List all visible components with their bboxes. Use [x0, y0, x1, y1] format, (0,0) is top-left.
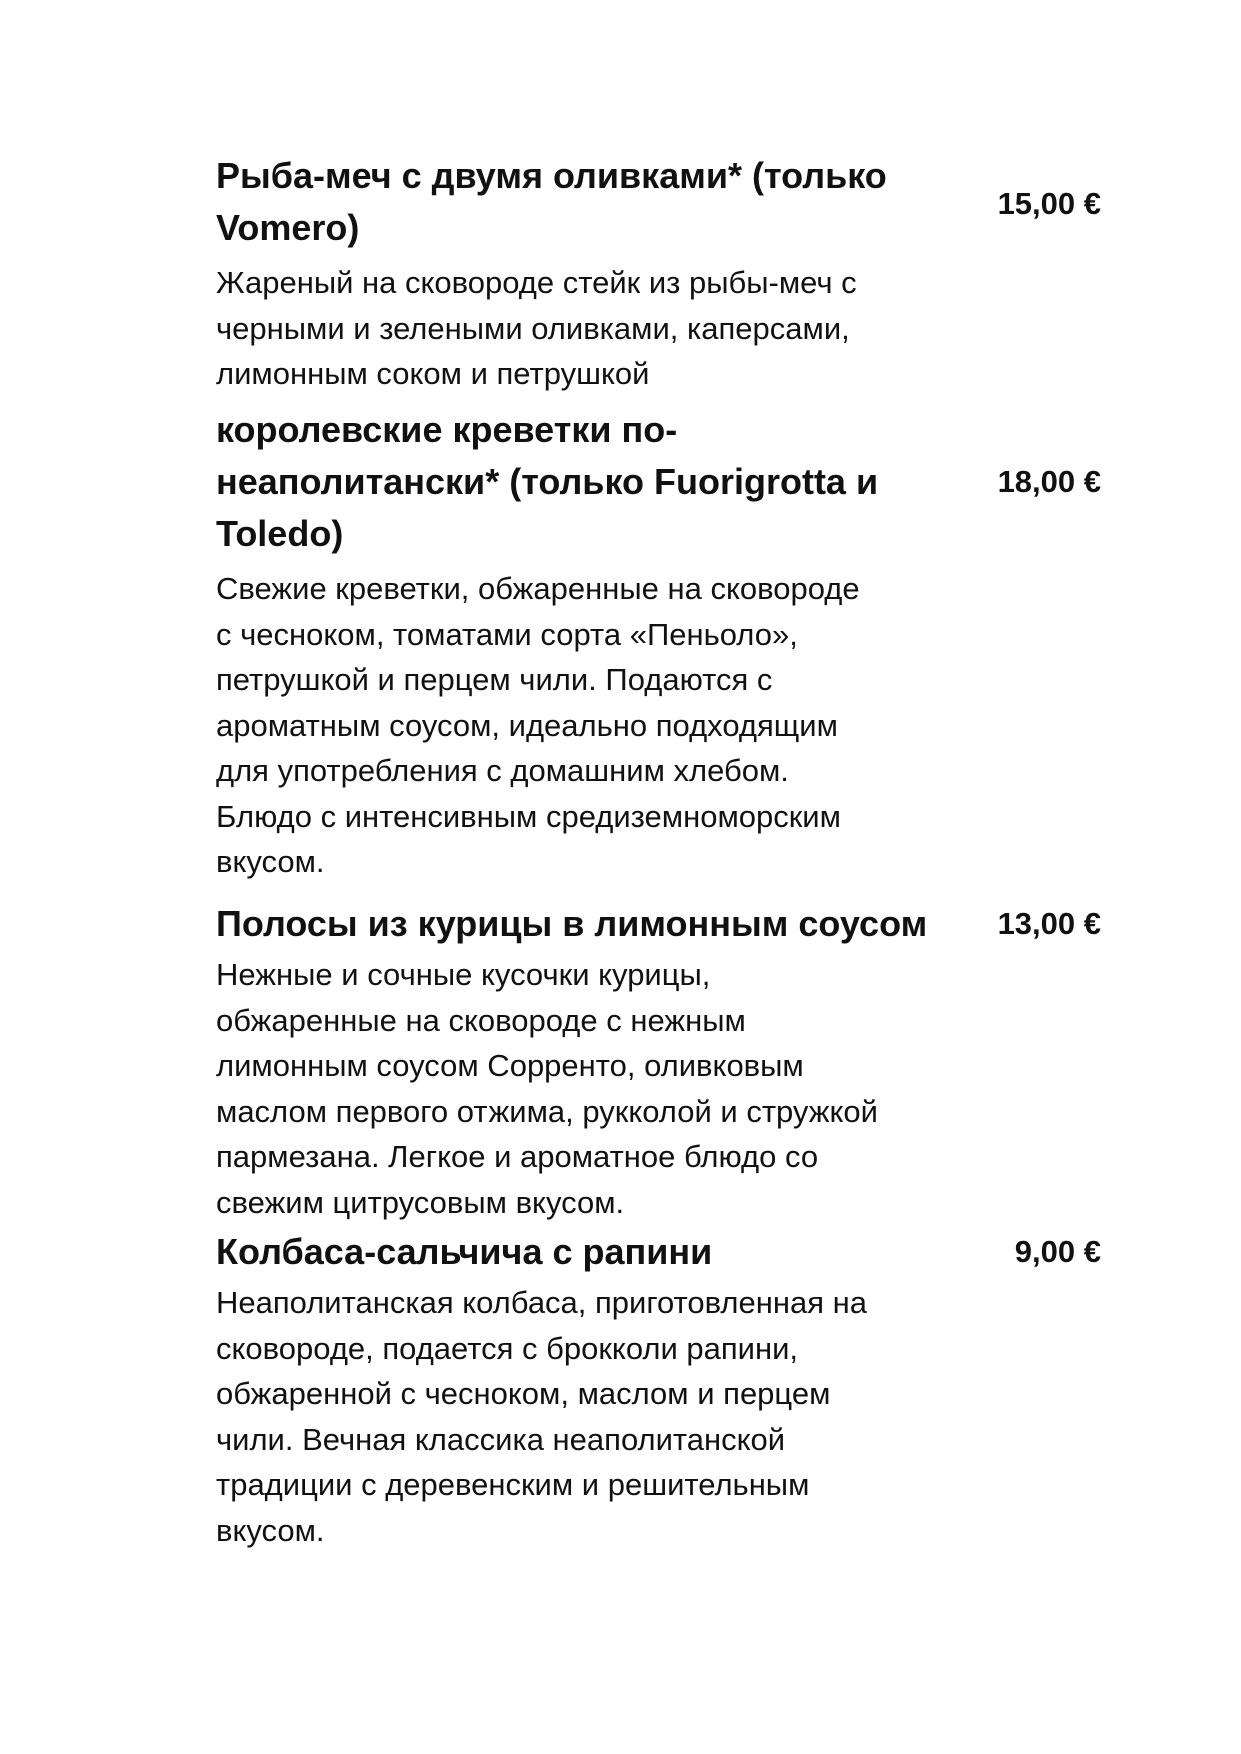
dish-price: 13,00 € — [997, 906, 1101, 941]
dish-title: Рыба-меч с двумя оливками* (только Vomero) — [216, 155, 887, 248]
dish-description: Жареный на сковороде стейк из рыбы-меч с черными и зелеными оливками, каперсами, лимонным соком и петрушкой — [216, 265, 857, 391]
dish-price: 18,00 € — [997, 464, 1101, 499]
dish-description: Неаполитанская колбаса, приготовленная на сковороде, подается с брокколи рапини, обжаренной с чесноком, маслом и перцем чили. Вечная классика неаполитанской традиции с деревенским и решительным вкусом. — [216, 1285, 867, 1548]
dish-title: Колбаса-сальчича с рапини — [216, 1231, 713, 1272]
dish-description: Нежные и сочные кусочки курицы, обжаренные на сковороде с нежным лимонным соусом Сорренто, оливковым маслом первого отжима, рукколой и стружкой пармезана. Легкое и ароматное блюдо со свежим цитрусовым вкусом. — [216, 957, 878, 1220]
dish-description: Свежие креветки, обжаренные на сковороде с чесноком, томатами сорта «Пеньоло», петрушкой и перцем чили. Подаются с ароматным соусом, идеально подходящим для употребления с домашним хлебом. Блюдо с интенсивным средиземноморским вкусом. — [216, 571, 860, 879]
dish-price: 15,00 € — [997, 186, 1101, 221]
dish-title: королевские креветки по-неаполитански* (только Fuorigrotta и Toledo) — [216, 409, 879, 554]
dish-price: 9,00 € — [1014, 1234, 1101, 1269]
dish-title: Полосы из курицы в лимонным соусом — [216, 903, 928, 944]
